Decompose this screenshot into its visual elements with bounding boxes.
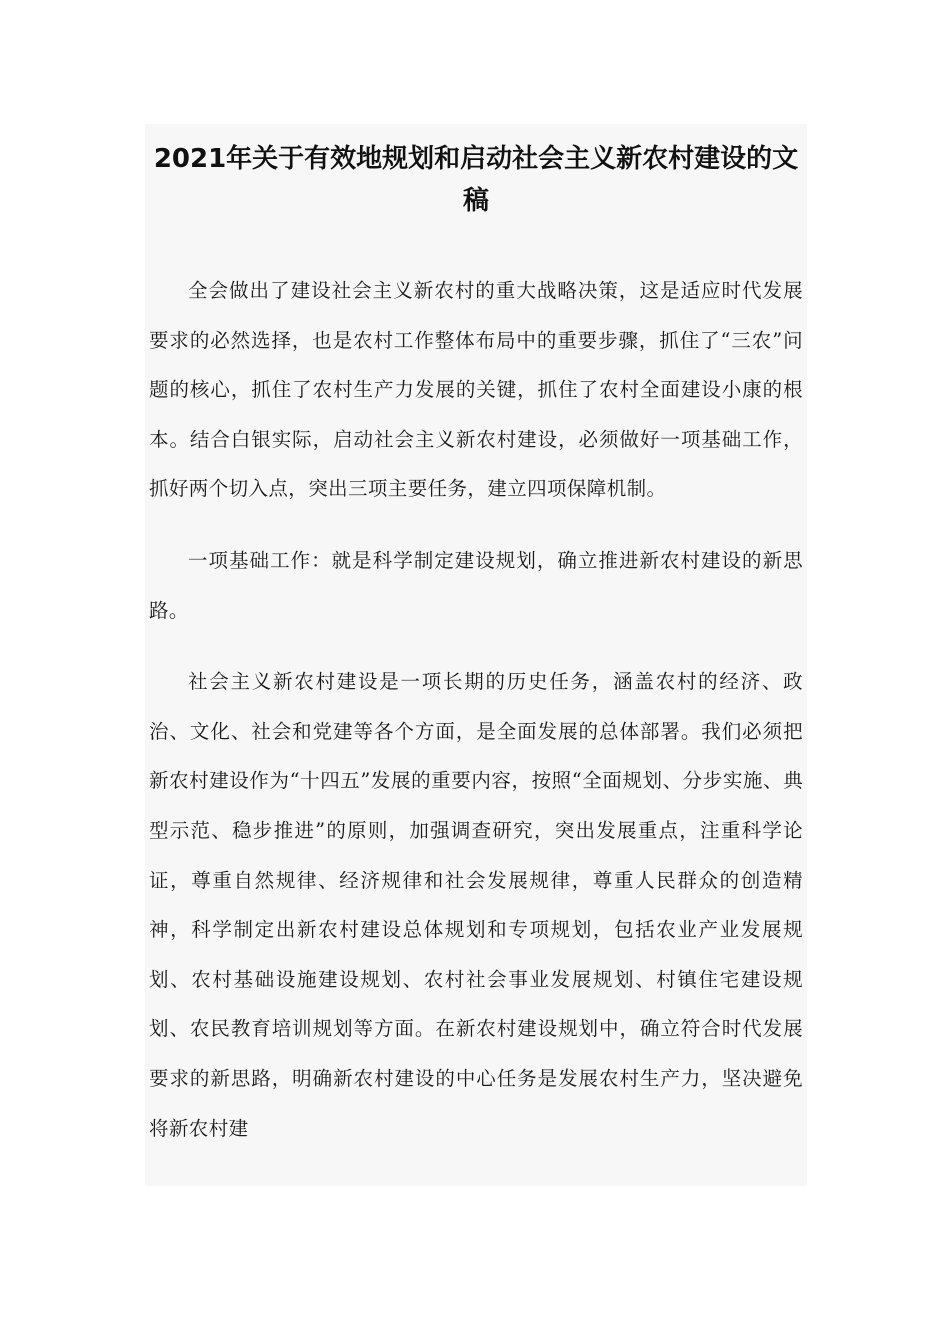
document-title: 2021年关于有效地规划和启动社会主义新农村建设的文稿 bbox=[153, 144, 799, 216]
paragraph-basic-work: 一项基础工作：就是科学制定建设规划，确立推进新农村建设的新思路。 bbox=[149, 548, 803, 622]
paragraph-planning: 社会主义新农村建设是一项长期的历史任务，涵盖农村的经济、政治、文化、社会和党建等各个方面，是全面发展的总体部署。我们必须把新农村建设作为“十四五”发展的重要内容，按照“全面规划、分步实施、典型示范、稳步推进”的原则，加强调查研究，突出发展重点，注重科学论证，尊重自然规律、经济规律和社会发展规律，尊重人民群众的创造精神，科学制定出新农村建设总体规划和专项规划，包括农业产业发展规划、农村基础设施建设规划、农村社会事业发展规划、村镇住宅建设规划、农民教育培训规划等方面。在新农村建设规划中，确立符合时代发展要求的新思路，明确新农村建设的中心任务是发展农村生产力，坚决避免将新农村建 bbox=[149, 670, 803, 1140]
document-text bbox=[149, 266, 803, 1153]
document-body bbox=[145, 124, 807, 1186]
paragraph-intro: 全会做出了建设社会主义新农村的重大战略决策，这是适应时代发展要求的必然选择，也是农村工作整体布局中的重要步骤，抓住了“三农”问题的核心，抓住了农村生产力发展的关键，抓住了农村全面建设小康的根本。结合白银实际，启动社会主义新农村建设，必须做好一项基础工作，抓好两个切入点，突出三项主要任务，建立四项保障机制。 bbox=[149, 279, 803, 501]
